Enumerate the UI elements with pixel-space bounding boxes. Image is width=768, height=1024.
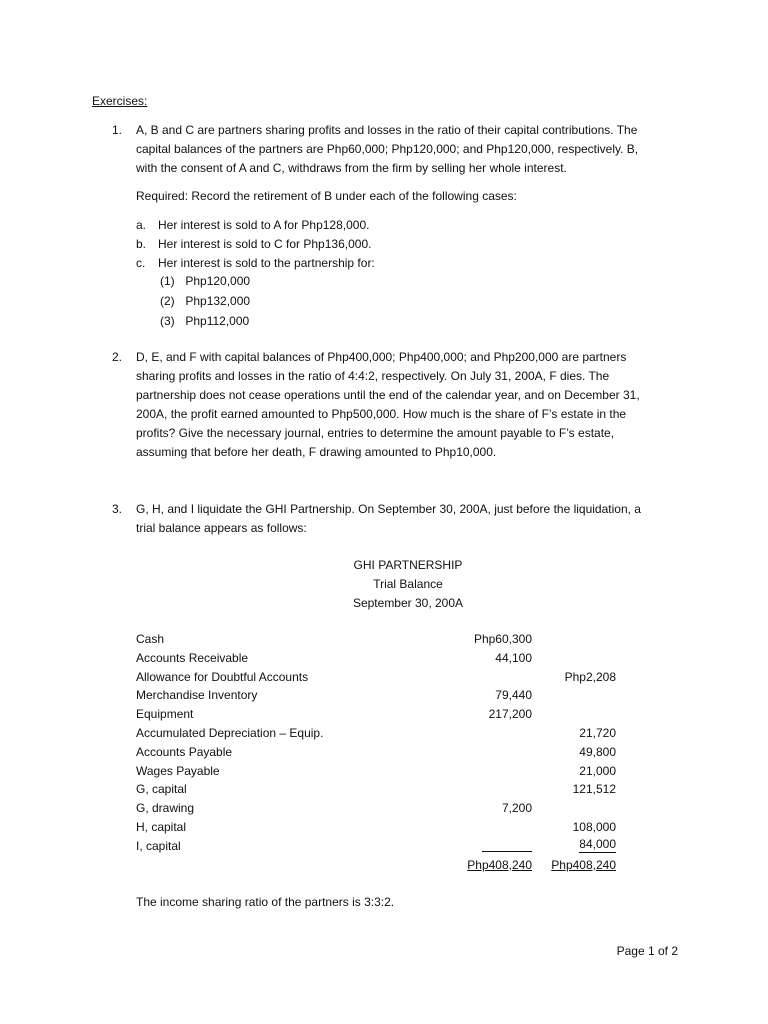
account-name: G, capital (136, 782, 187, 797)
account-name: Cash (136, 632, 165, 646)
statement-date: September 30, 200A (352, 596, 464, 610)
table-row (136, 762, 616, 781)
exercise-2-line: 200A, the profit earned amounted to Php500,000. How much is the share of F’s estate in the (136, 407, 627, 421)
subcase-label: (2) (160, 294, 175, 308)
account-name: G, drawing (136, 801, 195, 816)
subcase-text: Php120,000 (185, 274, 251, 288)
debit-underline (482, 837, 532, 856)
exercise-1-line: with the consent of A and C, withdraws from the firm by selling her whole interest. (136, 161, 567, 175)
table-row (136, 686, 616, 705)
total-credit: Php408,240 (551, 857, 616, 872)
table-row (136, 818, 616, 837)
exercise-1-number: 1. (112, 123, 123, 137)
exercise-2-text (136, 348, 684, 462)
exercise-1-required: Required: Record the retirement of B under each of the following cases: (136, 189, 517, 203)
exercise-3-line: trial balance appears as follows: (136, 521, 307, 535)
subcase-label: (3) (160, 314, 175, 328)
exercise-2-line: sharing profits and losses in the ratio of 4:4:2, respectively. On July 31, 200A, F dies. The (136, 369, 610, 383)
exercise-2-line: partnership does not cease operations until the end of the calendar year, and on December 31, (136, 388, 640, 402)
case-label: c. (136, 256, 146, 270)
exercise-1-line: capital balances of the partners are Php60,000; Php120,000; and Php120,000, respectively. B, (136, 142, 639, 156)
account-name: Accounts Payable (136, 744, 233, 759)
statement-name: Trial Balance (373, 577, 443, 591)
credit-amount: Php2,208 (564, 669, 616, 684)
account-name: I, capital (136, 838, 181, 853)
exercise-1-line: A, B and C are partners sharing profits and losses in the ratio of their capital contributions. The (136, 123, 638, 137)
exercise-3-number: 3. (112, 502, 123, 516)
exercise-1-cases (136, 216, 375, 273)
account-name: Accounts Receivable (136, 650, 249, 665)
table-row (136, 705, 616, 724)
case-item (136, 254, 375, 273)
exercises-heading: Exercises: (92, 94, 148, 108)
credit-amount: 21,000 (579, 763, 616, 778)
account-name: Accumulated Depreciation – Equip. (136, 725, 324, 740)
subcase-item (160, 312, 250, 332)
table-row (136, 743, 616, 762)
case-text: Her interest is sold to the partnership for: (158, 256, 375, 270)
case-text: Her interest is sold to A for Php128,000. (158, 218, 370, 232)
case-label: b. (136, 237, 147, 251)
table-row (136, 630, 616, 649)
credit-amount: 108,000 (572, 819, 616, 834)
case-text: Her interest is sold to C for Php136,000. (158, 237, 372, 251)
exercise-2-number: 2. (112, 350, 123, 364)
table-row (136, 724, 616, 743)
exercise-3-text (136, 500, 684, 538)
table-total-row (136, 856, 616, 875)
company-name: GHI PARTNERSHIP (353, 558, 463, 572)
debit-amount: 217,200 (488, 707, 532, 722)
debit-amount: 44,100 (495, 650, 532, 665)
exercise-1-text (136, 121, 684, 178)
credit-amount: 21,720 (579, 725, 616, 740)
exercise-2-line: profits? Give the necessary journal, entries to determine the amount payable to F’s estate, (136, 426, 615, 440)
exercise-1-subcases (160, 272, 250, 332)
page-number: Page 1 of 2 (616, 944, 678, 958)
trial-balance-table (136, 630, 616, 874)
case-label: a. (136, 218, 147, 232)
total-debit: Php408,240 (467, 857, 532, 872)
table-row (136, 837, 616, 856)
credit-amount: 121,512 (572, 782, 616, 797)
credit-amount: 84,000 (579, 836, 616, 851)
case-item (136, 235, 375, 254)
case-item (136, 216, 375, 235)
subcase-text: Php112,000 (185, 314, 250, 328)
table-row (136, 668, 616, 687)
account-name: H, capital (136, 819, 187, 834)
debit-amount: 79,440 (495, 688, 532, 703)
exercise-3-line: G, H, and I liquidate the GHI Partnership. On September 30, 200A, just before the liquidation, a (136, 502, 641, 516)
exercise-2-line: assuming that before her death, F drawing amounted to Php10,000. (136, 445, 497, 459)
table-row (136, 649, 616, 668)
subcase-label: (1) (160, 274, 175, 288)
account-name: Allowance for Doubtful Accounts (136, 669, 309, 684)
debit-amount: Php60,300 (473, 632, 532, 646)
credit-amount: 49,800 (579, 744, 616, 759)
subcase-item (160, 272, 250, 292)
account-name: Equipment (136, 707, 194, 722)
subcase-text: Php132,000 (185, 294, 251, 308)
income-ratio-note: The income sharing ratio of the partners is 3:3:2. (136, 895, 395, 909)
subcase-item (160, 292, 250, 312)
table-row (136, 780, 616, 799)
table-row (136, 799, 616, 818)
trial-balance-title (290, 556, 526, 613)
debit-amount: 7,200 (501, 801, 532, 816)
account-name: Wages Payable (136, 763, 220, 778)
exercise-2-line: D, E, and F with capital balances of Php400,000; Php400,000; and Php200,000 are partners (136, 350, 627, 364)
account-name: Merchandise Inventory (136, 688, 258, 703)
